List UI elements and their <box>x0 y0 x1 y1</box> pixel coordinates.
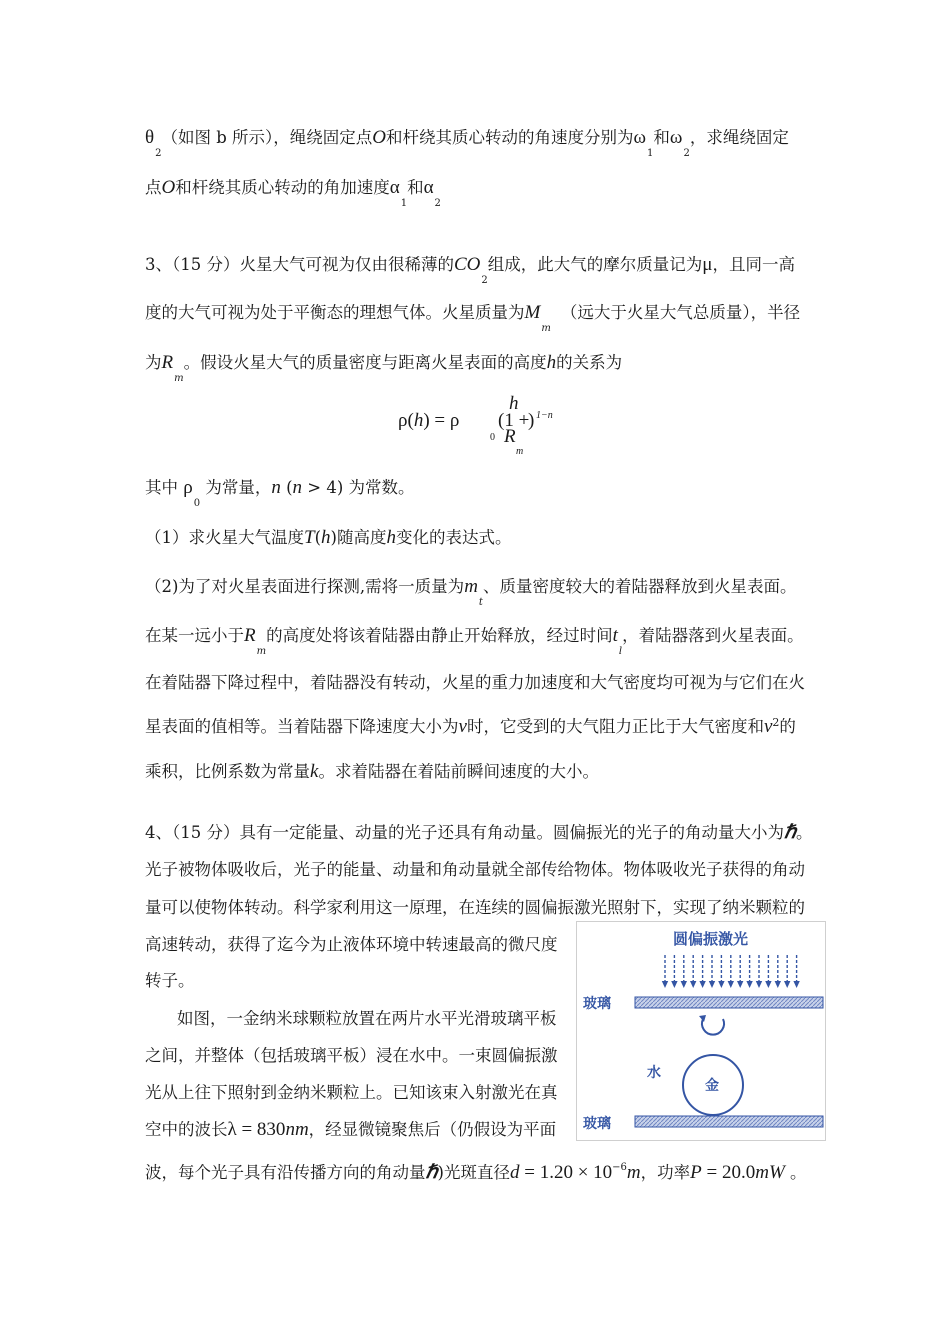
text: 为 <box>145 353 162 372</box>
q4-line-8: 光从上往下照射到金纳米颗粒上。已知该束入射激光在真 <box>145 1083 558 1102</box>
subscript: m <box>256 646 267 657</box>
text: 度的大气可视为处于平衡态的理想气体。火星质量为 <box>145 303 525 322</box>
text: ，且同一高 <box>712 255 795 274</box>
text: 3、（15 分）火星大气可视为仅由很稀薄的 <box>145 255 454 274</box>
subscript: m <box>516 446 524 457</box>
text: 和杆绕其质心转动的角速度分别为 <box>386 128 634 147</box>
text: ，经显微镜聚焦后（仍假设为平面 <box>308 1120 557 1139</box>
var-h: h <box>413 410 424 431</box>
text: 、质量密度较大的着陆器释放到火星表面。 <box>482 577 797 596</box>
var-t: t <box>612 625 618 646</box>
text: 的关系为 <box>556 353 623 372</box>
text: 组成，此大气的摩尔质量记为 <box>487 255 703 274</box>
text: （远大于火星大气总质量），半径 <box>560 303 801 322</box>
mu-symbol: μ <box>702 254 713 275</box>
q4-line-9 <box>145 1120 556 1140</box>
subscript: t <box>478 597 483 608</box>
q4-line-10 <box>145 1163 807 1186</box>
q3-part-1 <box>145 528 511 548</box>
text: ρ( <box>398 410 414 431</box>
text: (1 + <box>498 410 530 431</box>
label-gold: 金 <box>705 1078 719 1094</box>
laser-arrowhead-icon <box>756 981 762 988</box>
q3-part-2-line-2 <box>145 625 804 657</box>
label-glass-bottom: 玻璃 <box>583 1116 611 1132</box>
text: 和 <box>407 178 424 197</box>
text: )光斑直径 <box>437 1163 510 1182</box>
q4-line-1 <box>145 823 813 843</box>
text: （2)为了对火星表面进行探测,需将一质量为 <box>145 577 465 596</box>
subscript: 1 <box>647 148 654 159</box>
alpha-symbol: α <box>389 177 400 198</box>
text: 时，它受到的大气阻力正比于大气密度和 <box>466 717 764 736</box>
var-n: n <box>271 477 281 498</box>
var-h: h <box>386 527 396 548</box>
text: 。假设火星大气的质量密度与距离火星表面的高度 <box>183 353 547 372</box>
text: 空中的波长 <box>145 1120 228 1139</box>
label-water: 水 <box>647 1065 661 1081</box>
var-O: O <box>372 127 387 148</box>
q4-line-4: 高速转动，获得了迄今为止液体环境中转速最高的微尺度 <box>145 935 558 954</box>
hbar-symbol: ℏ <box>784 822 797 843</box>
q4-line-3: 量可以使物体转动。科学家利用这一原理，在连续的圆偏振激光照射下，实现了纳米颗粒的 <box>145 898 805 917</box>
text: ) = ρ <box>423 410 460 431</box>
text: 。 <box>784 1163 807 1182</box>
subscript: 0 <box>490 432 495 443</box>
text: 波，每个光子具有沿传播方向的角动量 <box>145 1163 426 1182</box>
var-O: O <box>161 177 176 198</box>
text: 变化的表达式。 <box>395 528 512 547</box>
subscript: l <box>618 646 623 657</box>
text: 乘积，比例系数为常量 <box>145 762 310 781</box>
laser-arrowhead-icon <box>690 981 696 988</box>
var-T: T <box>304 527 315 548</box>
q3-line-1 <box>145 254 795 286</box>
laser-arrowhead-icon <box>737 981 743 988</box>
rho-symbol: ρ <box>183 477 193 498</box>
q3-line-4 <box>145 477 415 509</box>
figure-title: 圆偏振激光 <box>673 930 749 948</box>
rotation-arrow-icon <box>702 1019 724 1035</box>
text: 其中 <box>145 478 184 497</box>
subscript: m <box>174 373 184 384</box>
density-formula <box>398 393 568 458</box>
var-M: M <box>524 302 541 323</box>
text: （如图 b 所示），绳绕固定点 <box>161 128 373 147</box>
q4-line-6: 如图，一金纳米球颗粒放置在两片水平光滑玻璃平板 <box>177 1009 557 1028</box>
fraction-denominator: R <box>504 426 516 447</box>
nanoparticle-figure <box>576 921 826 1141</box>
text: （1）求火星大气温度 <box>145 528 304 547</box>
var-h: h <box>321 527 331 548</box>
q3-line-2 <box>145 302 801 334</box>
q3-part-2-line-3: 在着陆器下降过程中，着陆器没有转动，火星的重力加速度和大气密度均可视为与它们在火 <box>145 673 805 692</box>
text: 和杆绕其质心转动的角加速度 <box>175 178 390 197</box>
text: ( <box>280 478 293 497</box>
q3-part-2-line-4 <box>145 717 796 739</box>
text: ，着陆器落到火星表面。 <box>622 626 804 645</box>
q4-line-2: 光子被物体吸收后，光子的能量、动量和角动量就全部传给物体。物体吸收光子获得的角动 <box>145 860 805 879</box>
text: 点 <box>145 178 162 197</box>
var-P: P <box>690 1162 702 1183</box>
text: ，功率 <box>640 1163 691 1182</box>
var-n: n <box>292 477 303 498</box>
laser-arrowhead-icon <box>709 981 715 988</box>
subscript: m <box>541 323 551 334</box>
fraction-numerator: h <box>509 393 519 414</box>
text: ( <box>314 528 322 547</box>
text: ) <box>528 410 535 431</box>
diameter-value: = 1.20 × 10 <box>519 1162 613 1183</box>
alpha-symbol: α <box>423 177 434 198</box>
var-R: R <box>161 352 174 373</box>
laser-arrowhead-icon <box>699 981 705 988</box>
power-value: = 20.0 <box>701 1162 756 1183</box>
text: ，求绳绕固定 <box>689 128 789 147</box>
laser-arrowhead-icon <box>662 981 668 988</box>
text: )随高度 <box>330 528 387 547</box>
laser-arrowhead-icon <box>784 981 790 988</box>
omega-symbol: ω <box>669 127 683 148</box>
laser-arrowhead-icon <box>671 981 677 988</box>
text: 的高度处将该着陆器由静止开始释放，经过时间 <box>266 626 613 645</box>
figure-drawing <box>577 922 825 1140</box>
glass-plate-bottom <box>635 1116 823 1127</box>
text: 。 <box>796 823 813 842</box>
laser-arrowhead-icon <box>775 981 781 988</box>
text: 星表面的值相等。当着陆器下降速度大小为 <box>145 717 459 736</box>
text-line <box>145 177 441 209</box>
q3-line-3 <box>145 352 623 384</box>
subscript: 2 <box>434 198 441 209</box>
subscript: 1 <box>400 198 408 209</box>
text: 为常量， <box>200 478 272 497</box>
var-v: v <box>763 716 773 737</box>
text: 的 <box>779 717 796 736</box>
text: 。求着陆器在着陆前瞬间速度的大小。 <box>318 762 599 781</box>
unit-nm: nm <box>285 1119 309 1140</box>
laser-arrowhead-icon <box>681 981 687 988</box>
glass-plate-top <box>635 997 823 1008</box>
text: 和 <box>653 128 670 147</box>
unit-mW: mW <box>755 1162 785 1183</box>
laser-arrowhead-icon <box>765 981 771 988</box>
label-glass-top: 玻璃 <box>583 996 611 1012</box>
exponent: 1−n <box>536 410 553 421</box>
laser-arrowhead-icon <box>746 981 752 988</box>
q3-part-2-line-1 <box>145 576 797 608</box>
var-v: v <box>458 716 467 737</box>
unit-m: m <box>626 1162 641 1183</box>
q4-line-5: 转子。 <box>145 971 195 990</box>
q3-part-2-line-5 <box>145 762 599 782</box>
subscript: 0 <box>193 498 201 509</box>
laser-arrowhead-icon <box>718 981 724 988</box>
text: 在某一远小于 <box>145 626 244 645</box>
exponent: −6 <box>612 1162 627 1173</box>
text: > 4) 为常数。 <box>302 478 415 497</box>
omega-symbol: ω <box>633 127 647 148</box>
q4-line-7: 之间，并整体（包括玻璃平板）浸在水中。一束圆偏振激 <box>145 1046 558 1065</box>
laser-arrowhead-icon <box>728 981 734 988</box>
var-CO: CO <box>454 254 481 275</box>
var-k: k <box>310 761 319 782</box>
hbar-symbol: ℏ <box>425 1162 438 1183</box>
subscript: 2 <box>683 148 690 159</box>
superscript: 2 <box>772 716 780 729</box>
subscript: 2 <box>481 275 488 286</box>
laser-arrows <box>662 955 800 988</box>
var-m: m <box>464 576 478 597</box>
var-h: h <box>546 352 557 373</box>
theta-symbol: θ <box>145 127 155 148</box>
subscript: 2 <box>155 148 162 159</box>
text: 4、（15 分）具有一定能量、动量的光子还具有角动量。圆偏振光的光子的角动量大小为 <box>145 823 784 842</box>
text-line <box>145 127 789 159</box>
var-d: d <box>509 1162 520 1183</box>
wavelength-value: λ = 830 <box>227 1119 286 1140</box>
laser-arrowhead-icon <box>793 981 799 988</box>
var-R: R <box>244 625 256 646</box>
